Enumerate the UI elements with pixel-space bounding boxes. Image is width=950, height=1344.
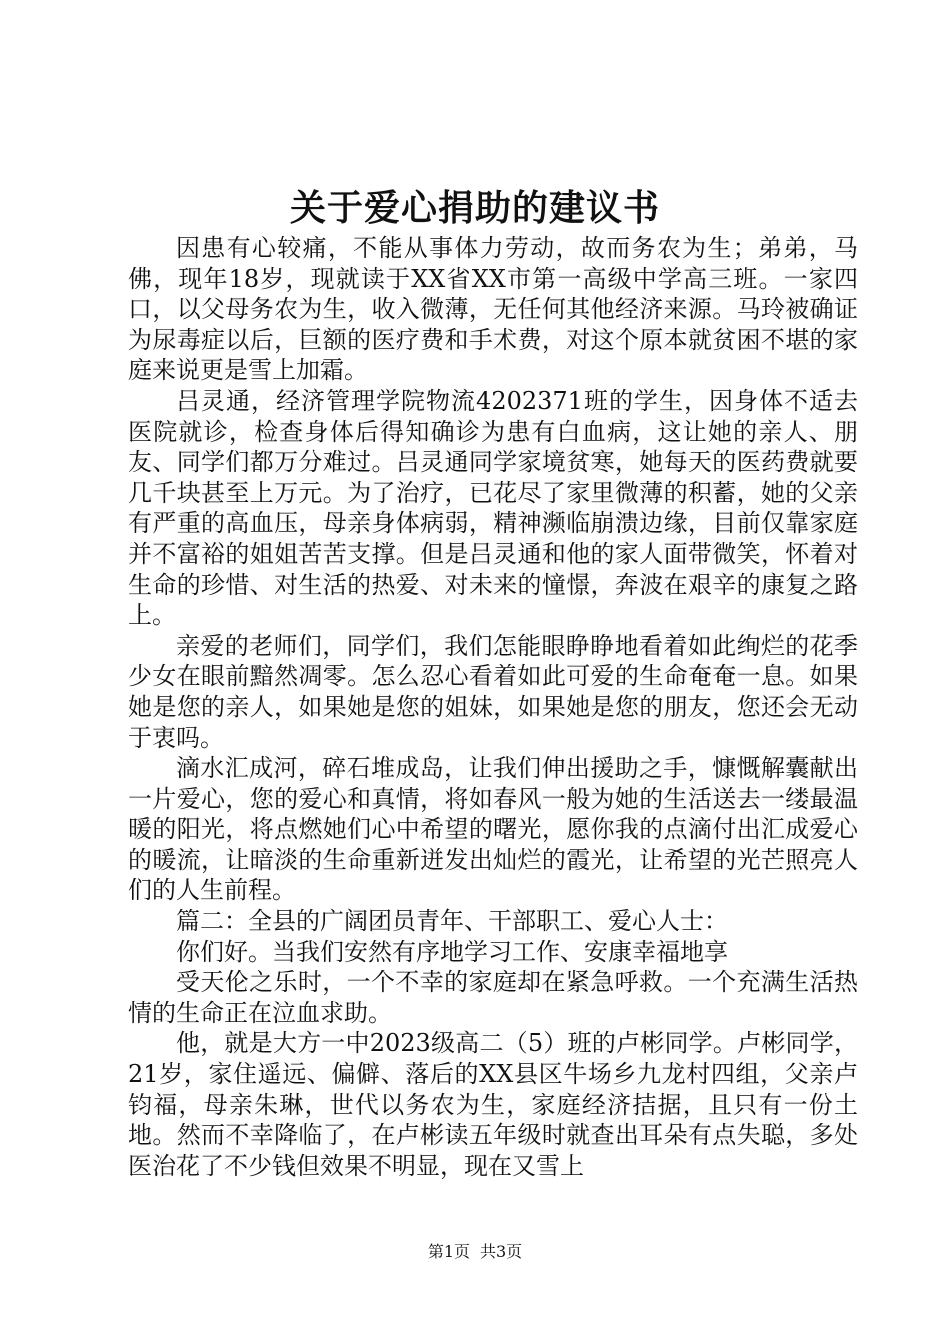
- page-footer: [0, 1242, 950, 1262]
- document-title: 关于爱心捐助的建议书: [289, 187, 660, 229]
- paragraph-2: 吕灵通，经济管理学院物流4202371班的学生，因身体不适去医院就诊，检查身体后得知确诊为患有白血病，这让她的亲人、朋友、同学们都万分难过。吕灵通同学家境贫寒，她每天的医药费就要几千块甚至上万元。为了治疗，已花尽了家里微薄的积蓄，她的父亲有严重的高血压，母亲身体病弱，精神濒临崩溃边缘，目前仅靠家庭并不富裕的姐姐苦苦支撑。但是吕灵通和他的家人面带微笑，怀着对生命的珍惜、对生活的热爱、对未来的憧憬，奔波在艰辛的康复之路上。: [128, 386, 858, 630]
- paragraph-4: 滴水汇成河，碎石堆成岛，让我们伸出援助之手，慷慨解囊献出一片爱心，您的爱心和真情，将如春风一般为她的生活送去一缕最温暖的阳光，将点燃她们心中希望的曙光，愿你我的点滴付出汇成爱心的暖流，让暗淡的生命重新迸发出灿烂的霞光，让希望的光芒照亮人们的人生前程。: [128, 754, 858, 905]
- page-number: 第1页: [427, 1242, 470, 1261]
- paragraph-8: 他，就是大方一中2023级高二（5）班的卢彬同学。卢彬同学，21岁，家住遥远、偏僻、落后的XX县区牛场乡九龙村四组，父亲卢钧福，母亲朱琳，世代以务农为生，家庭经济拮据，且只有一份土地。然而不幸降临了，在卢彬读五年级时就查出耳朵有点失聪，多处医治花了不少钱但效果不明显，现在又雪上: [128, 1029, 858, 1180]
- page-total: 共3页: [480, 1242, 523, 1261]
- paragraph-1: 因患有心较痛，不能从事体力劳动，故而务农为生；弟弟，马佛，现年18岁，现就读于XX省XX市第一高级中学高三班。一家四口，以父母务农为生，收入微薄，无任何其他经济来源。马玲被确证为尿毒症以后，巨额的医疗费和手术费，对这个原本就贫困不堪的家庭来说更是雪上加霜。: [128, 234, 858, 385]
- paragraph-6: 你们好。当我们安然有序地学习工作、安康幸福地享: [176, 937, 728, 966]
- document-body: [128, 233, 858, 1181]
- paragraph-5: 篇二：全县的广阔团员青年、干部职工、爱心人士：: [176, 907, 728, 936]
- paragraph-3: 亲爱的老师们，同学们，我们怎能眼睁睁地看着如此绚烂的花季少女在眼前黯然凋零。怎么忍心看着如此可爱的生命奄奄一息。如果她是您的亲人，如果她是您的姐妹，如果她是您的朋友，您还会无动于衷吗。: [128, 631, 858, 752]
- paragraph-7: 受天伦之乐时，一个不幸的家庭却在紧急呼救。一个充满生活热情的生命正在泣血求助。: [128, 968, 858, 1027]
